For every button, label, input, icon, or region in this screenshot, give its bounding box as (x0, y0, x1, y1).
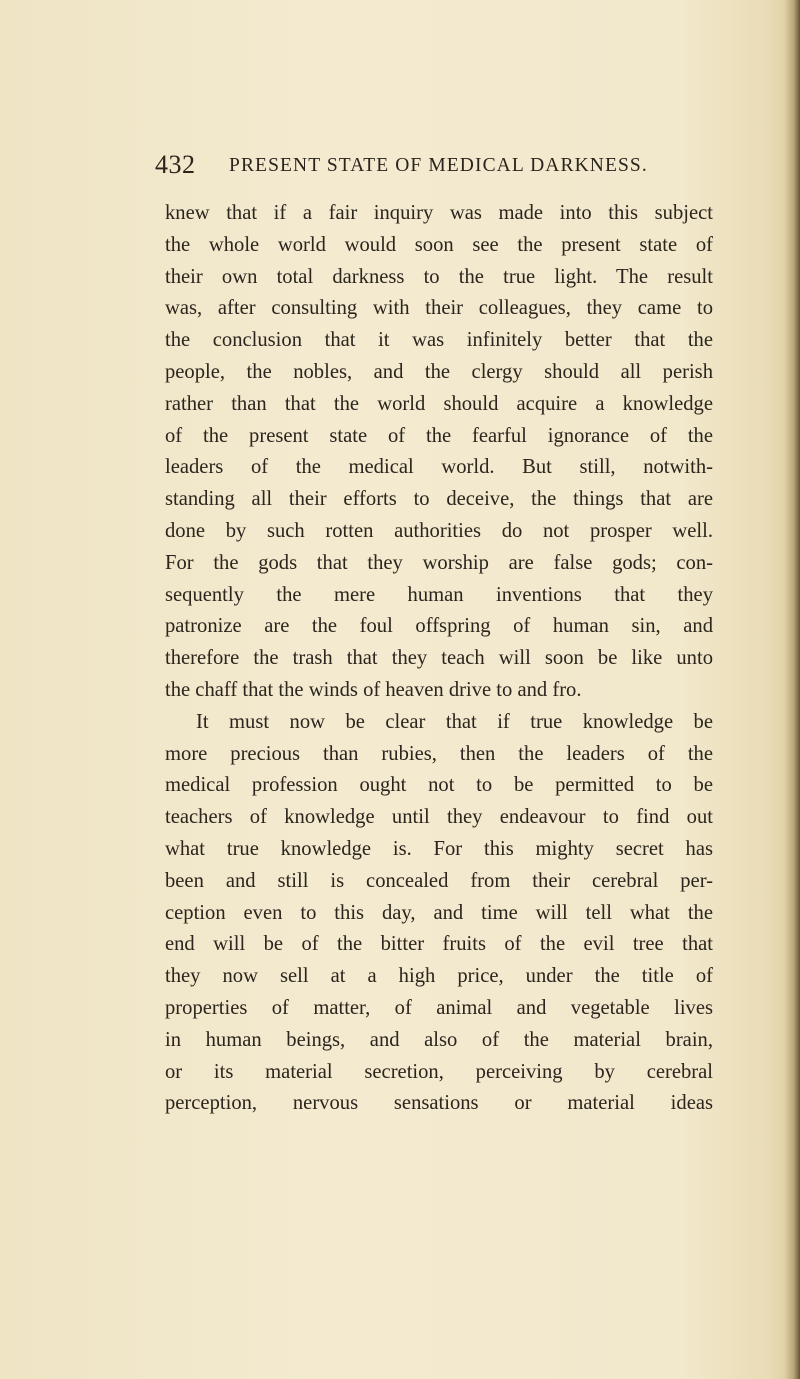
text-line: in human beings, and also of the material brain, (165, 1028, 713, 1051)
text-line: they now sell at a high price, under the title of (165, 965, 713, 988)
page-edge-shadow (784, 0, 800, 1379)
text-line: patronize are the foul offspring of human sin, and (165, 615, 713, 638)
text-line: more precious than rubies, then the leaders of the (165, 742, 713, 765)
text-line: their own total darkness to the true light. The result (165, 265, 713, 288)
running-title: PRESENT STATE OF MEDICAL DARKNESS. (229, 155, 648, 176)
text-line: rather than that the world should acquire a knowledge (165, 392, 713, 415)
text-line: teachers of knowledge until they endeavour to find out (165, 806, 713, 829)
text-line: properties of matter, of animal and vegetable lives (165, 996, 713, 1019)
text-line: ception even to this day, and time will tell what the (165, 901, 713, 924)
text-line: the chaff that the winds of heaven drive to and fro. (165, 678, 582, 701)
paragraph-start-line: It must now be clear that if true knowledge be (196, 710, 713, 733)
text-line: the whole world would soon see the present state of (165, 233, 713, 256)
text-line: therefore the trash that they teach will soon be like unto (165, 647, 713, 670)
text-line: been and still is concealed from their cerebral per- (165, 869, 713, 892)
text-line: of the present state of the fearful ignorance of the (165, 424, 713, 447)
text-line: For the gods that they worship are false gods; con- (165, 551, 713, 574)
text-line: done by such rotten authorities do not prosper well. (165, 519, 713, 542)
text-line: sequently the mere human inventions that they (165, 583, 713, 606)
text-line: or its material secretion, perceiving by cerebral (165, 1060, 713, 1083)
page-number: 432 (155, 150, 196, 179)
page-header (155, 150, 675, 184)
text-line: was, after consulting with their colleagues, they came to (165, 297, 713, 320)
text-line: end will be of the bitter fruits of the evil tree that (165, 933, 713, 956)
text-line: the conclusion that it was infinitely better that the (165, 329, 713, 352)
text-line: knew that if a fair inquiry was made into this subject (165, 202, 713, 224)
text-line: medical profession ought not to be permitted to be (165, 774, 713, 797)
text-line: standing all their efforts to deceive, the things that are (165, 488, 713, 511)
text-line: what true knowledge is. For this mighty secret has (165, 837, 713, 860)
body-text (165, 198, 713, 1120)
text-line: perception, nervous sensations or material ideas (165, 1092, 713, 1115)
text-line: people, the nobles, and the clergy should all perish (165, 360, 713, 383)
text-line: leaders of the medical world. But still, notwith- (165, 456, 713, 479)
